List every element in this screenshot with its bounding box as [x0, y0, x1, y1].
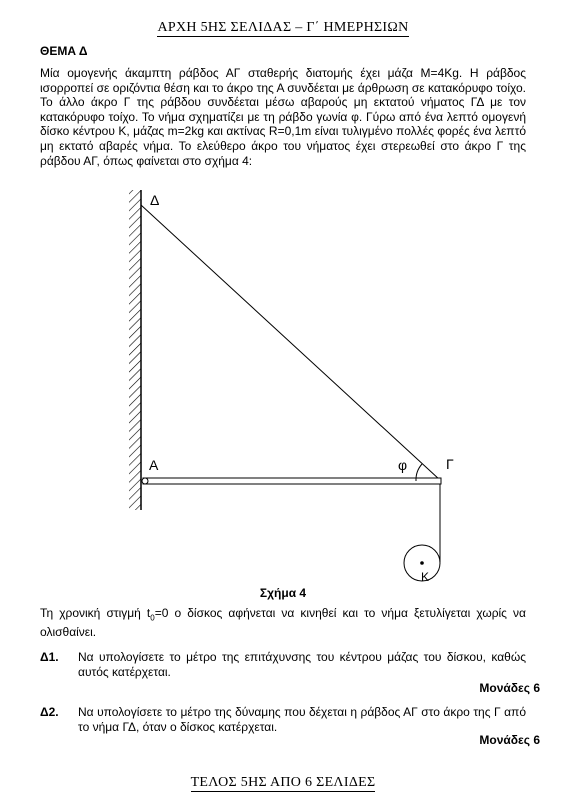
theme-title: ΘΕΜΑ Δ — [40, 44, 88, 58]
label-a: Α — [149, 457, 159, 473]
label-delta: Δ — [150, 192, 160, 208]
question-d2-marks: Μονάδες 6 — [479, 733, 540, 747]
rod-a-gamma — [143, 478, 441, 484]
label-gamma: Γ — [446, 456, 454, 472]
release-paragraph — [40, 606, 526, 640]
question-text: Να υπολογίσετε το μέτρο της επιτάχυνσης του κέντρου μάζας του δίσκου, καθώς αυτός κατέρχεται. — [78, 650, 526, 679]
question-number: Δ1. — [40, 650, 59, 664]
release-text-after: =0 ο δίσκος αφήνεται να κινηθεί και το νήμα ξετυλίγεται χωρίς να ολισθαίνει. — [40, 606, 526, 640]
intro-paragraph: Μία ομογενής άκαμπτη ράβδος ΑΓ σταθερής διατομής έχει μάζα M=4Kg. Η ράβδος ισορροπεί σε οριζόντια θέση και το άκρο της Α συνδέεται με άρθρωση σε κατακόρυφο τοίχο. Το άλλο άκρο Γ της ράβδου συνδέεται μέσω αβαρούς μη εκτατού νήματος ΓΔ με τον κατακόρυφο τοίχο. Το νήμα σχηματίζει με τη ράβδο γωνία φ. Γύρω από ένα λεπτό ομογενή δίσκο κέντρου Κ, μάζας m=2kg και ακτίνας R=0,1m είναι τυλιγμένο πολλές φορές ένα λεπτό μη εκτατό αβαρές νήμα. Το ελεύθερο άκρο του νήματος έχει στερεωθεί στο άκρο Γ της ράβδου ΑΓ, όπως φαίνεται στο σχήμα 4: — [40, 66, 526, 168]
question-d1-marks: Μονάδες 6 — [479, 681, 540, 695]
page-footer — [0, 775, 566, 791]
wall-hatching — [129, 190, 141, 510]
label-phi: φ — [398, 457, 408, 473]
page-footer-text: ΤΕΛΟΣ 5ΗΣ ΑΠΟ 6 ΣΕΛΙΔΕΣ — [190, 775, 376, 790]
question-d1 — [40, 650, 526, 680]
string-gamma-delta — [141, 205, 440, 480]
release-text-before: Τη χρονική στιγμή t — [40, 606, 151, 620]
figure-caption: Σχήμα 4 — [259, 586, 307, 600]
release-text-subscript: 0 — [150, 613, 155, 623]
question-number: Δ2. — [40, 705, 59, 719]
page-header-text: ΑΡΧΗ 5ΗΣ ΣΕΛΙΔΑΣ – Γ΄ ΗΜΕΡΗΣΙΩΝ — [157, 20, 409, 35]
label-k: K — [421, 570, 430, 584]
question-text: Να υπολογίσετε το μέτρο της δύναμης που δέχεται η ράβδος ΑΓ στο άκρο της Γ από το νήμα ΓΔ, όταν ο δίσκος κατέρχεται. — [78, 705, 526, 734]
disc-center — [420, 561, 424, 565]
question-d2 — [40, 705, 526, 735]
hinge — [142, 478, 148, 484]
